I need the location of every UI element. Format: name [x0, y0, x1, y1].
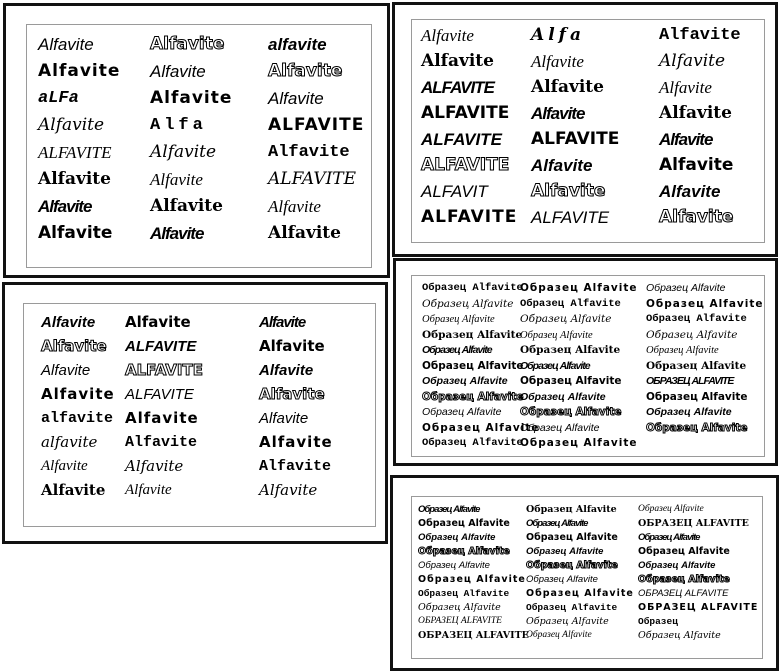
font-sample-text: Образец Alfavite [526, 630, 592, 640]
font-sample-text: Образец Alfavite [526, 602, 618, 613]
font-sample-text: Alfavite [150, 62, 206, 81]
font-sample-text: ALFAVITE [531, 129, 620, 149]
font-sample-text: Alfavite [421, 51, 494, 71]
font-sample-text: Alfavite [531, 77, 604, 97]
font-sample-text: Образец Alfavite [520, 282, 638, 294]
font-sample-text: Alfavite [421, 26, 474, 45]
font-sample-text: ОБРАЗЕЦ ALFAVITE [418, 616, 502, 626]
font-sample-text: Alfavite [125, 482, 172, 498]
font-sample-text: Образец Alfavite [418, 518, 510, 529]
font-sample-text: Alfavite [659, 103, 732, 123]
font-sample-text: ОБРАЗЕЦ ALFAVITE [418, 630, 529, 641]
font-sample-text: Alfavite [268, 223, 341, 243]
font-sample-text: Образец Alfavite [418, 574, 526, 585]
font-sample-text: Образец Alfavite [638, 532, 700, 543]
font-sample-panel-4 [393, 258, 778, 466]
sample-grid [41, 315, 371, 504]
font-sample-text: Образец Alfavite [526, 518, 588, 529]
font-sample-text: Образец Alfavite [526, 560, 618, 571]
font-sample-text: ALFAVITE [268, 169, 357, 189]
font-sample-text: Образец Alfavite [422, 437, 523, 449]
font-sample-text: alfavite [41, 433, 98, 451]
font-sample-text: ALFAVITE [421, 130, 502, 149]
font-sample-text: Alfavite [259, 385, 325, 403]
font-sample-text: Alfavite [41, 337, 107, 355]
font-sample-text: Образец Alfavite [646, 313, 747, 325]
font-sample-text: Образец [638, 616, 678, 627]
font-sample-text: ALFAVITE [125, 361, 203, 379]
font-sample-text: Образец Alfavite [646, 282, 726, 294]
font-sample-text: ALFAVITE [268, 115, 365, 135]
font-sample-text: Образец Alfavite [422, 375, 508, 387]
font-sample-text: Образец Alfavite [520, 375, 622, 387]
font-sample-text: Образец Alfavite [418, 532, 496, 543]
font-sample-text: ALFAVITE [421, 207, 518, 227]
font-sample-text: Alfavite [125, 434, 198, 451]
font-sample-text: Образец Alfavite [520, 297, 621, 310]
font-sample-text: Alfavite [259, 337, 325, 355]
font-sample-text: Alfavite [268, 89, 324, 108]
font-sample-text: Alfavite [38, 197, 92, 216]
font-sample-text: Образец Alfavite [646, 328, 738, 341]
font-sample-text: Образец Alfavite [422, 297, 514, 310]
font-sample-text: Образец Alfavite [418, 602, 501, 613]
font-sample-text: Alfavite [150, 224, 204, 243]
font-sample-text: ОБРАЗЕЦ ALFAVITE [646, 375, 734, 387]
font-sample-text: Alfavite [259, 458, 332, 475]
font-sample-text: Образец Alfavite [526, 574, 598, 585]
font-sample-text: ALFAVIT [421, 182, 488, 201]
font-sample-text: Alfavite [38, 169, 111, 189]
font-sample-text: Alfavite [531, 181, 606, 201]
sample-grid [418, 504, 759, 645]
font-sample-text: Alfavite [259, 314, 306, 331]
font-sample-text: Alfavite [125, 409, 199, 427]
font-sample-text: Alfavite [659, 182, 721, 201]
font-sample-text: Alfavite [125, 457, 184, 475]
font-sample-text: Образец Alfavite [422, 328, 523, 341]
font-sample-text: Alfavite [268, 197, 321, 216]
font-sample-text: Образец Alfavite [526, 616, 609, 627]
font-sample-text: Образец Alfavite [638, 560, 716, 571]
font-sample-text: Образец Alfavite [646, 406, 732, 418]
font-sample-text: ALFAVITE [531, 208, 610, 227]
font-sample-text: Alfavite [259, 481, 318, 499]
font-sample-text [646, 438, 756, 454]
font-sample-text: ALFAVITE [38, 143, 112, 162]
font-sample-text: Alfa [150, 116, 207, 135]
font-sample-text: Alfavite [150, 88, 233, 108]
font-sample-text: Образец Alfavite [422, 421, 540, 434]
font-sample-text: Alfavite [659, 51, 726, 71]
font-sample-text: Образец Alfavite [646, 345, 719, 356]
font-sample-text: Образец Alfavite [646, 421, 748, 434]
font-sample-panel-2 [392, 2, 778, 257]
font-sample-text: Alfavite [531, 104, 585, 123]
font-sample-text: alfavite [41, 410, 114, 427]
font-sample-text: Alfavite [659, 207, 734, 227]
font-sample-text: Alfavite [41, 362, 91, 379]
font-sample-text: ALFAVITE [125, 338, 197, 355]
font-sample-text: Образец Alfavite [422, 282, 523, 294]
font-sample-text: Образец Alfavite [646, 359, 747, 372]
font-sample-text: ALFAVITE [421, 78, 494, 97]
font-sample-text: Образец Alfavite [520, 421, 600, 434]
font-sample-text: Alfavite [38, 115, 105, 135]
font-sample-text: Alfavite [531, 52, 584, 71]
font-sample-text: Alfavite [659, 130, 713, 149]
font-sample-text: Alfavite [41, 314, 96, 331]
font-sample-text: Alfavite [38, 61, 121, 81]
font-sample-text: Образец Alfavite [520, 437, 638, 449]
font-sample-text: Alfavite [659, 155, 734, 175]
font-sample-text: Alfavite [259, 362, 314, 379]
font-sample-text: Alfa [531, 25, 585, 45]
font-sample-text: Образец Alfavite [638, 574, 730, 585]
font-sample-text: aLFa [38, 89, 79, 108]
font-sample-text: ALFAVITE [421, 103, 510, 123]
font-sample-text: Образец Alfavite [646, 297, 764, 310]
font-sample-text: Образец Alfavite [418, 560, 490, 571]
font-sample-text: Alfavite [41, 481, 106, 499]
font-sample-text: Образец Alfavite [520, 313, 612, 325]
font-sample-text: ALFAVITE [421, 155, 510, 175]
font-sample-text: Образец Alfavite [520, 329, 593, 341]
font-sample-text: Образец Alfavite [422, 390, 524, 403]
font-sample-text: Образец Alfavite [422, 406, 502, 418]
font-sample-text: Alfavite [150, 196, 223, 216]
font-sample-text: ОБРАЗЕЦ ALFAVITE [638, 602, 759, 613]
font-sample-text: Образец Alfavite [526, 546, 604, 557]
font-sample-text: Alfavite [268, 143, 350, 162]
font-sample-text: Alfavite [659, 78, 712, 97]
font-sample-text: Образец Alfavite [638, 504, 704, 514]
font-sample-text: Образец Alfavite [422, 344, 492, 356]
font-sample-text: alfavite [268, 35, 327, 54]
font-sample-panel-1 [3, 3, 390, 278]
font-sample-panel-3 [2, 282, 388, 544]
font-sample-text: Образец Alfavite [520, 406, 622, 418]
font-sample-text: ОБРАЗЕЦ ALFAVITE [638, 588, 729, 599]
font-sample-text: Образец Alfavite [422, 359, 524, 372]
font-sample-text: Образец Alfavite [638, 546, 730, 557]
font-sample-text: Alfavite [41, 458, 88, 474]
font-sample-text: Образец Alfavite [638, 630, 721, 641]
font-sample-text: ALFAVITE [125, 386, 194, 403]
font-sample-text: Образец Alfavite [520, 390, 606, 403]
font-sample-text: Образец Alfavite [526, 504, 617, 515]
font-sample-text: Alfavite [531, 156, 593, 175]
font-sample-text: Alfavite [150, 142, 217, 162]
font-sample-text: Образец Alfavite [520, 344, 621, 356]
font-sample-text: Alfavite [268, 61, 343, 81]
font-sample-text: Alfavite [150, 170, 203, 189]
font-sample-text: Образец Alfavite [526, 532, 618, 543]
sample-grid [421, 27, 769, 230]
font-sample-text: Alfavite [38, 223, 113, 243]
font-sample-text: Alfavite [259, 410, 309, 427]
font-sample-text: Образец Alfavite [526, 588, 634, 599]
sample-grid [38, 36, 378, 248]
font-sample-panel-5 [390, 475, 779, 671]
font-sample-text: Alfavite [659, 26, 741, 45]
font-sample-text: Образец Alfavite [418, 588, 510, 599]
sample-grid [422, 282, 764, 454]
font-sample-text: Alfavite [259, 433, 333, 451]
font-sample-text: ОБРАЗЕЦ ALFAVITE [638, 518, 749, 529]
font-sample-text: Образец Alfavite [520, 359, 590, 372]
font-sample-text: Образец Alfavite [418, 504, 480, 515]
font-sample-text: Образец Alfavite [422, 314, 495, 325]
font-sample-text: Alfavite [41, 385, 115, 403]
font-sample-text: Alfavite [38, 35, 94, 54]
font-sample-text: Alfavite [125, 313, 191, 331]
font-sample-text: Образец Alfavite [418, 546, 510, 557]
font-sample-text: Alfavite [150, 34, 225, 54]
font-sample-text: Образец Alfavite [646, 390, 748, 403]
